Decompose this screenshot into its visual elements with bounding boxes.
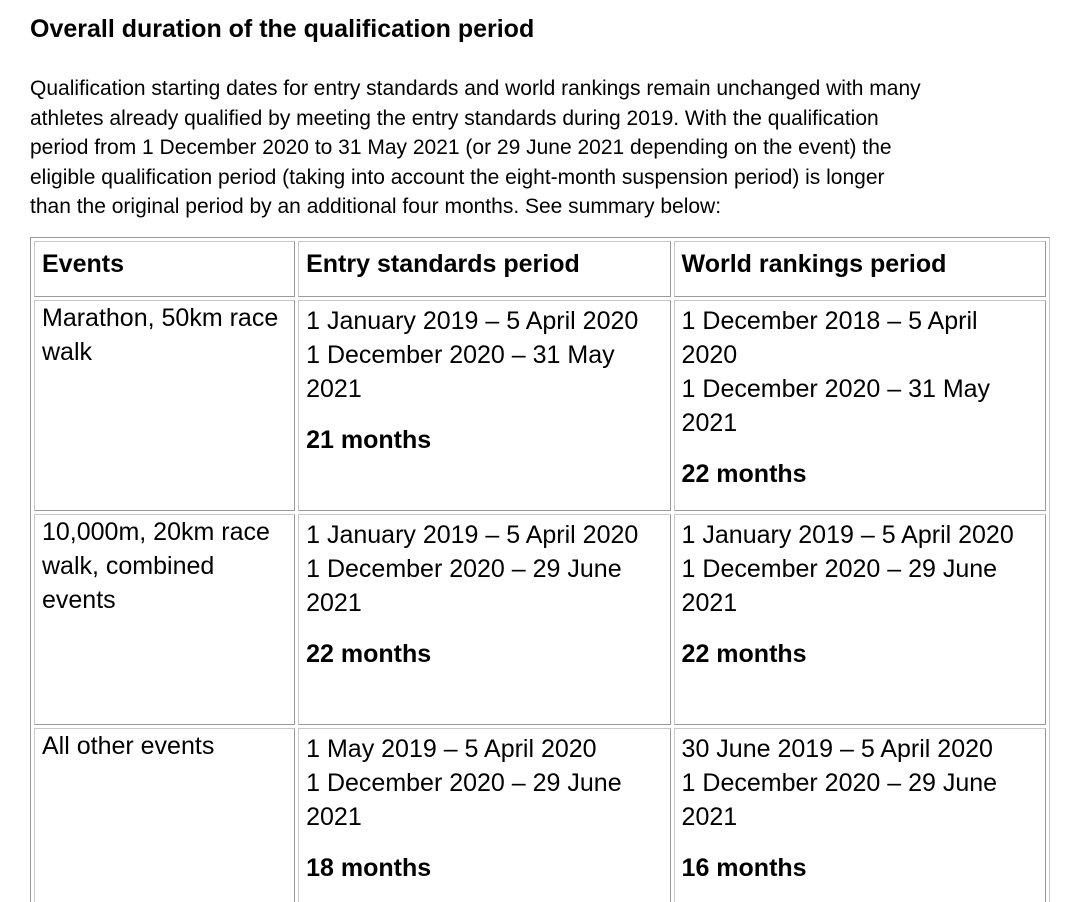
months-total: 22 months (306, 640, 432, 668)
event-cell: Marathon, 50km race walk (34, 300, 295, 511)
period-line: 30 June 2019 – 5 April 2020 (681, 735, 993, 763)
header-world-rankings-period: World rankings period (674, 241, 1046, 297)
intro-paragraph (30, 74, 1070, 222)
table-row (34, 300, 1046, 511)
period-line: 1 December 2018 – 5 April 2020 (681, 307, 978, 369)
event-cell: 10,000m, 20km race walk, combined events (34, 514, 295, 725)
intro-line: Qualification starting dates for entry standards and world rankings remain unchanged with many (30, 77, 921, 100)
intro-line: period from 1 December 2020 to 31 May 2021 (or 29 June 2021 depending on the event) the (30, 136, 892, 159)
period-line: 1 December 2020 – 29 June 2021 (681, 769, 998, 831)
entry-standards-cell (298, 300, 670, 511)
period-line: 1 December 2020 – 29 June 2021 (306, 555, 622, 617)
section-heading: Overall duration of the qualification period (30, 15, 535, 43)
months-total: 22 months (681, 460, 807, 488)
period-line: 1 December 2020 – 31 May 2021 (306, 341, 615, 403)
table-header-row (34, 241, 1046, 297)
intro-line: athletes already qualified by meeting the entry standards during 2019. With the qualification (30, 106, 879, 130)
world-rankings-cell (674, 728, 1046, 902)
world-rankings-cell (674, 514, 1046, 725)
months-total: 22 months (681, 640, 807, 668)
header-entry-standards-period: Entry standards period (298, 241, 670, 297)
period-line: 1 January 2019 – 5 April 2020 (306, 307, 639, 335)
months-total: 16 months (681, 854, 807, 882)
intro-line: eligible qualification period (taking into account the eight-month suspension period) is longer (30, 165, 885, 189)
qualification-summary-table (30, 237, 1050, 902)
table-row (34, 514, 1046, 725)
period-line: 1 May 2019 – 5 April 2020 (306, 735, 597, 763)
entry-standards-cell (298, 728, 670, 902)
event-cell: All other events (34, 728, 295, 902)
period-line: 1 December 2020 – 29 June 2021 (681, 555, 998, 617)
entry-standards-cell (298, 514, 670, 725)
intro-line: than the original period by an additional four months. See summary below: (30, 195, 722, 218)
period-line: 1 December 2020 – 29 June 2021 (306, 769, 622, 831)
world-rankings-cell (674, 300, 1046, 511)
period-line: 1 January 2019 – 5 April 2020 (306, 521, 639, 549)
table-row (34, 728, 1046, 902)
period-line: 1 December 2020 – 31 May 2021 (681, 375, 991, 437)
months-total: 21 months (306, 426, 432, 454)
period-line: 1 January 2019 – 5 April 2020 (681, 521, 1014, 549)
months-total: 18 months (306, 854, 432, 882)
header-events: Events (34, 241, 295, 297)
